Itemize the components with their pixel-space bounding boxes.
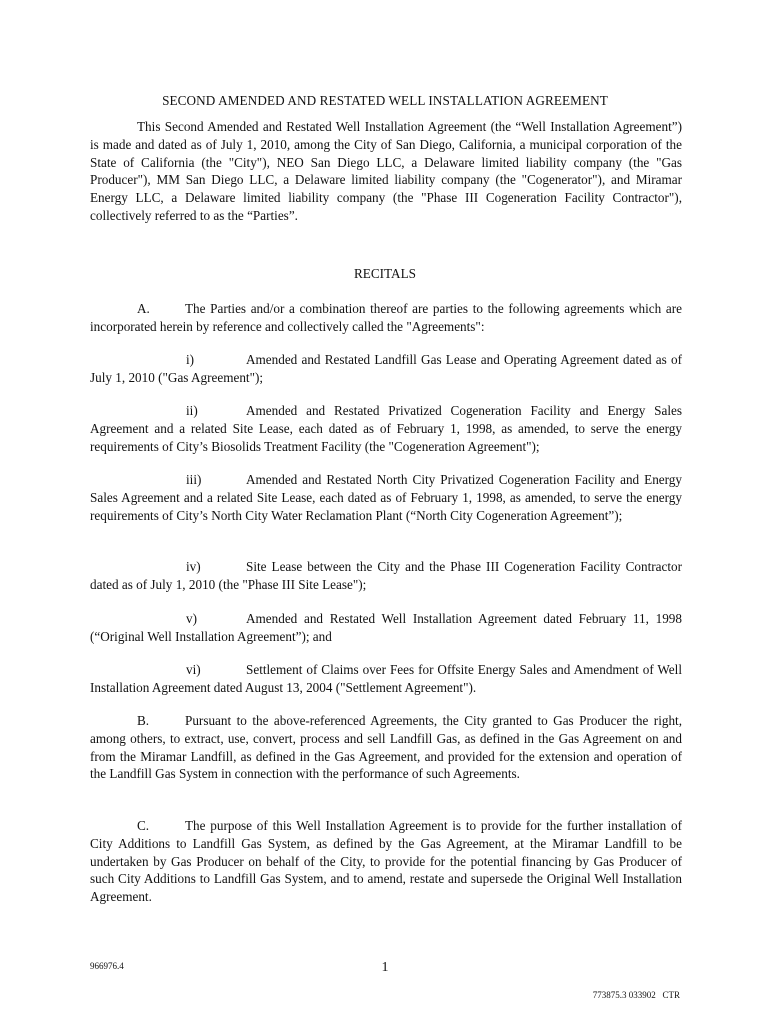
agreement-marker: vi) [186,662,201,677]
agreement-item-iii [90,471,682,524]
footer-doc-id: 966976.4 [90,961,124,971]
document-title: SECOND AMENDED AND RESTATED WELL INSTALLATION AGREEMENT [162,93,608,108]
agreement-item-ii [90,402,682,455]
recital-marker: B. [137,713,150,728]
recital-marker: A. [137,301,150,316]
recital-marker: C. [137,818,150,833]
agreement-text: Amended and Restated Landfill Gas Lease and Operating Agreement dated as of July 1, 2010 ("Gas Agreement"); [90,352,682,385]
agreement-marker: iv) [186,559,201,574]
recital-text: The Parties and/or a combination thereof are parties to the following agreements which are incorporated herein by reference and collectively called the "Agreements": [90,301,682,334]
recital-a [90,300,682,336]
recitals-heading: RECITALS [354,266,416,281]
agreement-text: Amended and Restated Well Installation Agreement dated February 11, 1998 (“Original Well Installation Agreement”); and [90,611,682,644]
agreement-item-i [90,351,682,387]
agreement-text: Settlement of Claims over Fees for Offsite Energy Sales and Amendment of Well Installation Agreement dated August 13, 2004 ("Settlement Agreement"). [90,662,682,695]
agreement-text: Amended and Restated North City Privatized Cogeneration Facility and Energy Sales Agreement and a related Site Lease, each dated as of February 1, 1998, as amended, to serve the energy requirements of City’s North City Water Reclamation Plant (“North City Cogeneration Agreement”); [90,472,682,523]
page-number: 1 [381,960,389,975]
agreement-text: Site Lease between the City and the Phase III Cogeneration Facility Contractor dated as of July 1, 2010 (the "Phase III Site Lease"); [90,559,682,592]
agreement-marker: v) [186,611,197,626]
agreement-item-v [90,610,682,646]
recital-c [90,817,682,906]
agreement-marker: iii) [186,472,202,487]
footer-reference: 773875.3 033902 CTR [592,990,680,1000]
agreement-item-vi [90,661,682,697]
recital-b [90,712,682,783]
recital-text: The purpose of this Well Installation Agreement is to provide for the further installation of City Additions to Landfill Gas System, as defined by the Gas Agreement, at the Miramar Landfill to be undertaken by Gas Producer on behalf of the City, to provide for the potential financing by Gas Producer of such City Additions to Landfill Gas System, and to amend, restate and supersede the Original Well Installation Agreement. [90,818,682,905]
recital-text: Pursuant to the above-referenced Agreements, the City granted to Gas Producer the right, among others, to extract, use, convert, process and sell Landfill Gas, as defined in the Gas Agreement on and from the Miramar Landfill, as defined in the Gas Agreement, and provided for the extension and operation of the Landfill Gas System in connection with the performance of such Agreements. [90,713,682,782]
intro-paragraph: This Second Amended and Restated Well Installation Agreement (the “Well Installation Agreement”) is made and dated as of July 1, 2010, among the City of San Diego, California, a municipal corporation of the State of California (the "City"), NEO San Diego LLC, a Delaware limited liability company (the "Gas Producer"), MM San Diego LLC, a Delaware limited liability company (the "Cogenerator"), and Miramar Energy LLC, a Delaware limited liability company (the "Phase III Cogeneration Facility Contractor"), collectively referred to as the “Parties”. [90,119,682,223]
agreement-marker: ii) [186,403,198,418]
agreement-item-iv [90,558,682,594]
agreement-marker: i) [186,352,195,367]
agreement-text: Amended and Restated Privatized Cogeneration Facility and Energy Sales Agreement and a related Site Lease, each dated as of February 1, 1998, as amended, to serve the energy requirements of City’s Biosolids Treatment Facility (the "Cogeneration Agreement"); [90,403,682,454]
